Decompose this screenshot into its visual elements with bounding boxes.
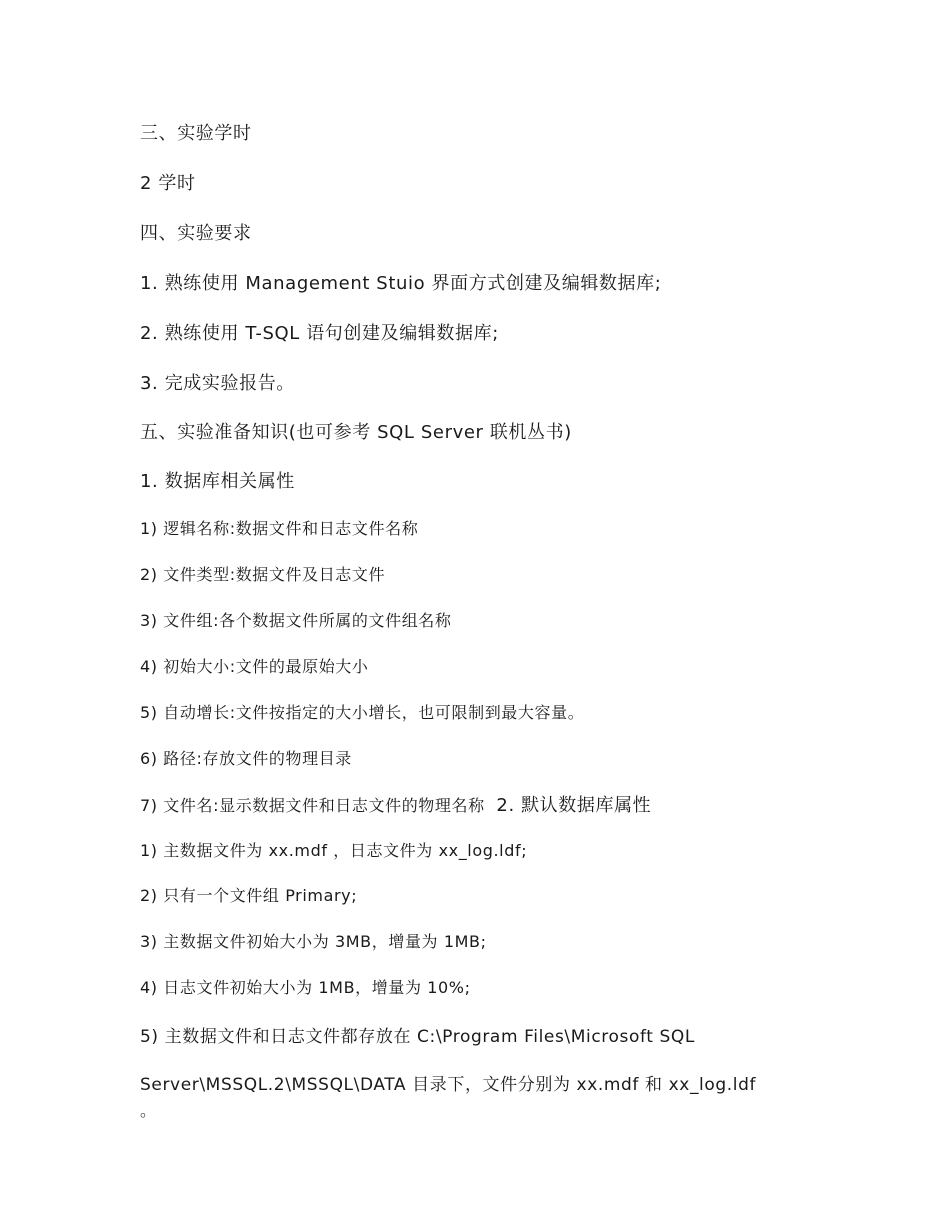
section-heading-hours: 三、实验学时 <box>140 123 252 144</box>
property-item-7-line <box>140 791 651 817</box>
default-item-4: 4) 日志文件初始大小为 1MB，增量为 10%; <box>140 978 471 997</box>
default-item-5-line-2: Server\MSSQL.2\MSSQL\DATA 目录下，文件分别为 xx.mdf 和 xx_log.ldf <box>140 1075 757 1095</box>
default-item-5-line-3: 。 <box>140 1101 157 1120</box>
subheading-db-properties: 1. 数据库相关属性 <box>140 471 295 492</box>
property-item-2: 2) 文件类型:数据文件及日志文件 <box>140 565 386 584</box>
default-item-5-line-1: 5) 主数据文件和日志文件都存放在 C:\Program Files\Microsoft SQL <box>140 1027 695 1047</box>
property-item-1: 1) 逻辑名称:数据文件和日志文件名称 <box>140 519 419 538</box>
hours-value: 2 学时 <box>140 173 196 194</box>
section-heading-preparation: 五、实验准备知识(也可参考 SQL Server 联机丛书) <box>140 422 572 443</box>
subheading-default-db-properties: 2. 默认数据库属性 <box>496 795 652 816</box>
property-item-7: 7) 文件名:显示数据文件和日志文件的物理名称 <box>140 796 485 815</box>
section-heading-requirements: 四、实验要求 <box>140 223 252 244</box>
property-item-5: 5) 自动增长:文件按指定的大小增长，也可限制到最大容量。 <box>140 703 585 722</box>
default-item-2: 2) 只有一个文件组 Primary; <box>140 886 358 905</box>
default-item-3: 3) 主数据文件初始大小为 3MB，增量为 1MB; <box>140 932 487 951</box>
default-item-1: 1) 主数据文件为 xx.mdf ，日志文件为 xx_log.ldf; <box>140 841 528 860</box>
requirement-item-1: 1. 熟练使用 Management Stuio 界面方式创建及编辑数据库; <box>140 273 662 294</box>
requirement-item-3: 3. 完成实验报告。 <box>140 373 295 394</box>
property-item-4: 4) 初始大小:文件的最原始大小 <box>140 657 369 676</box>
requirement-item-2: 2. 熟练使用 T-SQL 语句创建及编辑数据库; <box>140 323 499 344</box>
property-item-6: 6) 路径:存放文件的物理目录 <box>140 749 352 768</box>
property-item-3: 3) 文件组:各个数据文件所属的文件组名称 <box>140 611 452 630</box>
